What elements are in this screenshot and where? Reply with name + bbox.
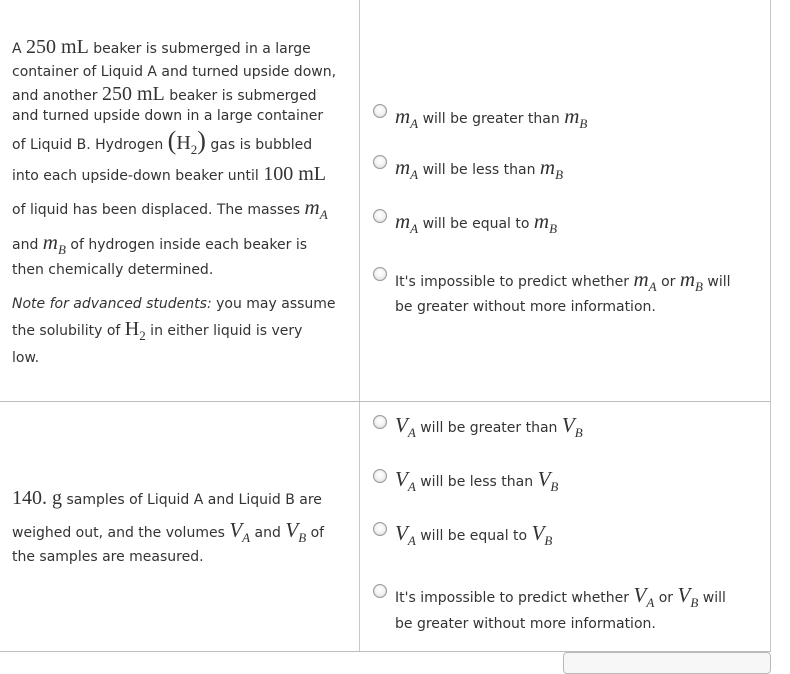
q2-line-3: the samples are measured.: [12, 549, 204, 565]
q2-line-1: 140. g samples of Liquid A and Liquid B are: [12, 487, 322, 509]
q1-line-11: the solubility of H2 in either liquid is very: [12, 318, 303, 343]
q1-line-8: and mB of hydrogen inside each beaker is: [12, 230, 307, 257]
q1-option-1-radio[interactable]: [373, 104, 387, 118]
q1-option-3-label[interactable]: mA will be equal to mB: [395, 209, 558, 236]
partial-button[interactable]: [563, 652, 771, 674]
q2-option-4-label[interactable]: It's impossible to predict whether VA or VB will: [395, 583, 726, 610]
q2-option-1-radio[interactable]: [373, 415, 387, 429]
table-border-right: [770, 0, 771, 652]
q1-option-4-label-line2[interactable]: be greater without more information.: [395, 299, 656, 315]
q1-line-5: of Liquid B. Hydrogen (H2) gas is bubbled: [12, 126, 313, 157]
q2-option-3-radio[interactable]: [373, 522, 387, 536]
q1-line-6: into each upside-down beaker until 100 mL: [12, 163, 326, 185]
q1-option-4-radio[interactable]: [373, 267, 387, 281]
q1-line-2: container of Liquid A and turned upside down,: [12, 64, 337, 80]
q2-line-2: weighed out, and the volumes VA and VB of: [12, 518, 325, 545]
table-divider-vertical: [359, 0, 360, 652]
q2-option-1-label[interactable]: VA will be greater than VB: [395, 413, 583, 440]
q2-option-2-label[interactable]: VA will be less than VB: [395, 467, 559, 494]
q1-option-4-label[interactable]: It's impossible to predict whether mA or mB will: [395, 267, 731, 294]
q1-line-7: of liquid has been displaced. The masses mA: [12, 195, 328, 222]
q1-line-3: and another 250 mL beaker is submerged: [12, 83, 317, 105]
q1-line-1: A 250 mL beaker is submerged in a large: [12, 36, 311, 58]
q1-option-2-label[interactable]: mA will be less than mB: [395, 155, 564, 182]
q2-option-4-radio[interactable]: [373, 584, 387, 598]
q1-line-12: low.: [12, 350, 40, 366]
q1-option-1-label[interactable]: mA will be greater than mB: [395, 104, 588, 131]
q2-option-4-label-line2[interactable]: be greater without more information.: [395, 616, 656, 632]
q1-option-3-radio[interactable]: [373, 209, 387, 223]
q1-line-9: then chemically determined.: [12, 262, 214, 278]
row-divider: [0, 401, 771, 402]
q1-option-2-radio[interactable]: [373, 155, 387, 169]
q1-line-4: and turned upside down in a large container: [12, 108, 324, 124]
q2-option-3-label[interactable]: VA will be equal to VB: [395, 521, 553, 548]
q2-option-2-radio[interactable]: [373, 469, 387, 483]
q1-line-10: Note for advanced students: you may assume: [12, 296, 336, 312]
